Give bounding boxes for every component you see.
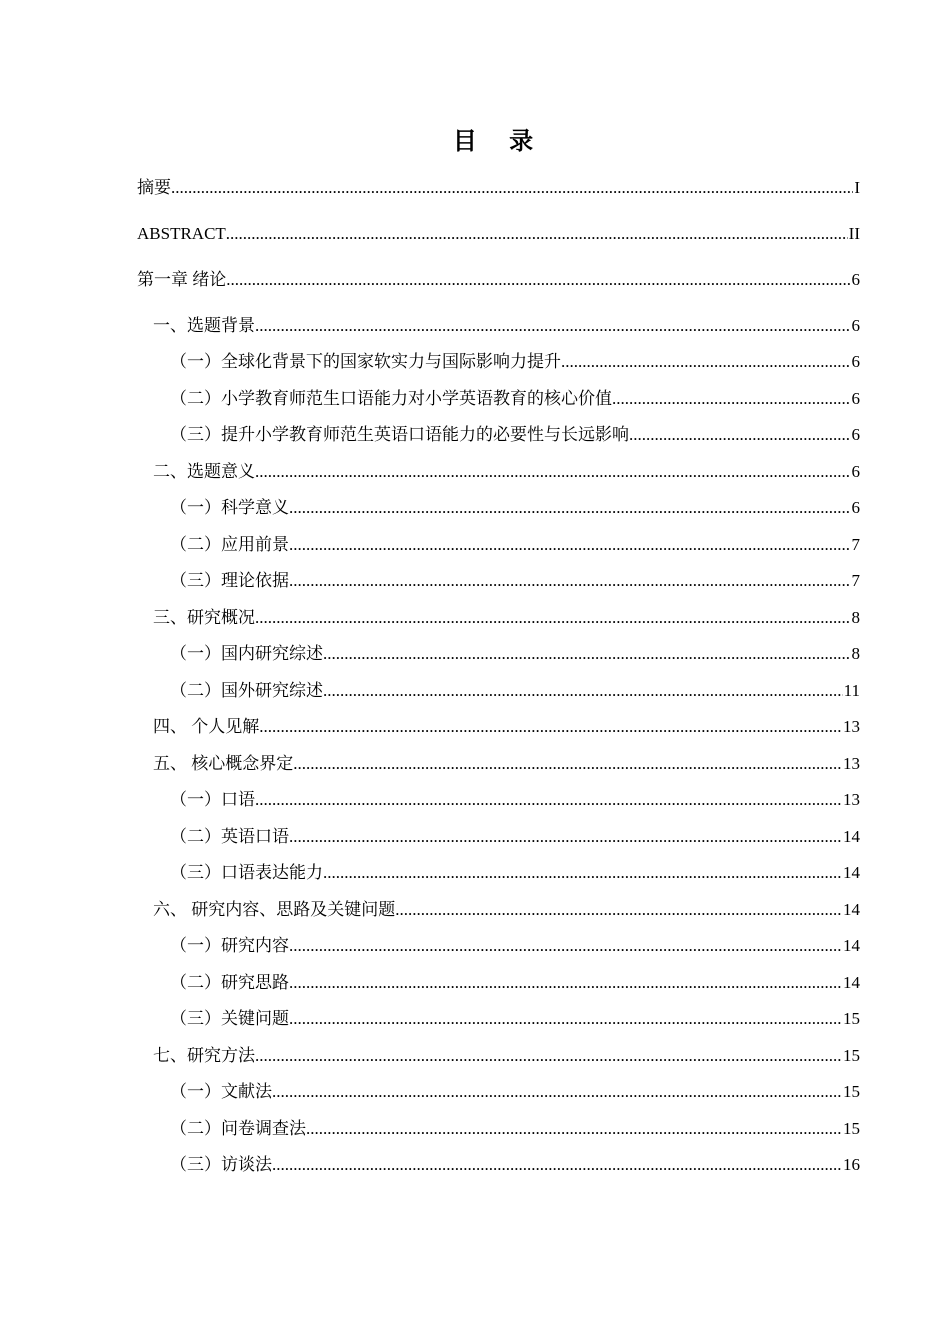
toc-entry[interactable] — [170, 972, 860, 994]
toc-dot-leader — [289, 534, 851, 556]
toc-entry-page-number: 14 — [843, 827, 860, 846]
toc-dot-leader — [306, 1118, 842, 1140]
toc-dot-leader — [289, 570, 851, 592]
toc-dot-leader — [255, 789, 842, 811]
toc-entry-label: （一）国内研究综述 — [170, 644, 323, 663]
toc-dot-leader — [226, 269, 850, 291]
toc-entry-page-number: 14 — [843, 936, 860, 955]
toc-dot-leader — [255, 607, 851, 629]
toc-entry[interactable] — [170, 826, 860, 848]
toc-entry-label: （一）口语 — [170, 790, 255, 809]
toc-entry-label: （三）访谈法 — [170, 1155, 272, 1174]
toc-entry[interactable] — [170, 643, 860, 665]
toc-entry-page-number: 13 — [843, 717, 860, 736]
toc-entry-label: 四、 个人见解 — [153, 717, 260, 736]
toc-entry-page-number: 15 — [843, 1082, 860, 1101]
toc-entry-label: （一）研究内容 — [170, 936, 289, 955]
toc-entry[interactable] — [153, 716, 860, 738]
toc-entry-label: （一）文献法 — [170, 1082, 272, 1101]
toc-entry-label: 六、 研究内容、思路及关键问题 — [153, 900, 396, 919]
toc-entry-page-number: 6 — [851, 352, 860, 371]
toc-entry[interactable] — [170, 1081, 860, 1103]
toc-entry-page-number: 8 — [851, 644, 860, 663]
toc-entry-page-number: 7 — [851, 571, 860, 590]
toc-dot-leader — [259, 716, 842, 738]
toc-entry-label: （二）国外研究综述 — [170, 681, 323, 700]
toc-entry[interactable] — [170, 935, 860, 957]
toc-entry[interactable] — [170, 388, 860, 410]
toc-dot-leader — [171, 177, 853, 199]
toc-entry-label: （一）全球化背景下的国家软实力与国际影响力提升 — [170, 352, 561, 371]
toc-entry-label: （三）提升小学教育师范生英语口语能力的必要性与长远影响 — [170, 425, 629, 444]
toc-entry[interactable] — [137, 177, 860, 199]
toc-entry-page-number: 6 — [851, 462, 860, 481]
toc-dot-leader — [272, 1154, 842, 1176]
toc-title: 目 录 — [452, 127, 546, 155]
toc-entry-page-number: 8 — [851, 608, 860, 627]
toc-entry[interactable] — [153, 461, 860, 483]
toc-entry-label: （二）小学教育师范生口语能力对小学英语教育的核心价值 — [170, 389, 612, 408]
toc-entry[interactable] — [153, 315, 860, 337]
toc-entry-label: （三）关键问题 — [170, 1009, 289, 1028]
toc-entry-label: （二）应用前景 — [170, 535, 289, 554]
toc-entry-label: （三）理论依据 — [170, 571, 289, 590]
toc-entry-label: （二）英语口语 — [170, 827, 289, 846]
toc-entry[interactable] — [170, 497, 860, 519]
toc-entry-label: 三、研究概况 — [153, 608, 255, 627]
toc-entry[interactable] — [170, 789, 860, 811]
toc-entry-page-number: 15 — [843, 1009, 860, 1028]
toc-entry-page-number: 14 — [843, 973, 860, 992]
toc-dot-leader — [612, 388, 851, 410]
toc-entry-label: ABSTRACT — [137, 224, 226, 243]
toc-entry[interactable] — [153, 753, 860, 775]
toc-entry-page-number: 16 — [843, 1155, 860, 1174]
toc-entry-label: （三）口语表达能力 — [170, 863, 323, 882]
toc-entry-page-number: 14 — [843, 863, 860, 882]
toc-entry-page-number: 6 — [851, 316, 860, 335]
toc-entry-page-number: I — [854, 178, 860, 197]
toc-dot-leader — [289, 935, 842, 957]
toc-entry[interactable] — [170, 424, 860, 446]
toc-entry-page-number: 6 — [851, 270, 860, 289]
toc-entry-page-number: 7 — [851, 535, 860, 554]
toc-entry[interactable] — [170, 351, 860, 373]
toc-dot-leader — [323, 862, 842, 884]
toc-entry[interactable] — [170, 680, 860, 702]
toc-entry-page-number: 6 — [851, 498, 860, 517]
toc-entry-page-number: 6 — [851, 425, 860, 444]
toc-entry[interactable] — [170, 1154, 860, 1176]
toc-entry[interactable] — [170, 1008, 860, 1030]
toc-dot-leader — [561, 351, 851, 373]
toc-entry-page-number: II — [848, 224, 860, 243]
toc-entry[interactable] — [137, 223, 860, 245]
toc-dot-leader — [395, 899, 842, 921]
toc-entry-page-number: 6 — [851, 389, 860, 408]
toc-dot-leader — [289, 826, 842, 848]
toc-dot-leader — [255, 315, 851, 337]
toc-entry-label: （二）问卷调查法 — [170, 1119, 306, 1138]
toc-entry-page-number: 15 — [843, 1046, 860, 1065]
toc-entry-label: 一、选题背景 — [153, 316, 255, 335]
toc-entry-label: 五、 核心概念界定 — [153, 754, 294, 773]
toc-dot-leader — [289, 497, 851, 519]
toc-dot-leader — [226, 223, 848, 245]
toc-entry[interactable] — [153, 1045, 860, 1067]
toc-dot-leader — [255, 1045, 842, 1067]
toc-entry[interactable] — [153, 607, 860, 629]
toc-dot-leader — [323, 680, 843, 702]
toc-dot-leader — [289, 972, 842, 994]
toc-dot-leader — [255, 461, 851, 483]
toc-dot-leader — [293, 753, 842, 775]
toc-entry-page-number: 11 — [843, 681, 860, 700]
toc-entry[interactable] — [170, 862, 860, 884]
toc-entry-label: 七、研究方法 — [153, 1046, 255, 1065]
toc-entry[interactable] — [170, 1118, 860, 1140]
toc-dot-leader — [323, 643, 851, 665]
toc-entry-page-number: 13 — [843, 790, 860, 809]
toc-entry-page-number: 15 — [843, 1119, 860, 1138]
toc-entry[interactable] — [170, 534, 860, 556]
toc-entry-label: 二、选题意义 — [153, 462, 255, 481]
toc-entry-page-number: 13 — [843, 754, 860, 773]
toc-dot-leader — [289, 1008, 842, 1030]
toc-entry[interactable] — [170, 570, 860, 592]
toc-entry-page-number: 14 — [843, 900, 860, 919]
toc-entry[interactable] — [137, 269, 860, 291]
toc-dot-leader — [629, 424, 851, 446]
toc-dot-leader — [272, 1081, 842, 1103]
toc-entry-label: （一）科学意义 — [170, 498, 289, 517]
toc-entry-label: 摘要 — [137, 178, 171, 197]
toc-entry-label: （二）研究思路 — [170, 973, 289, 992]
toc-entry-label: 第一章 绪论 — [137, 270, 227, 289]
toc-entry[interactable] — [153, 899, 860, 921]
